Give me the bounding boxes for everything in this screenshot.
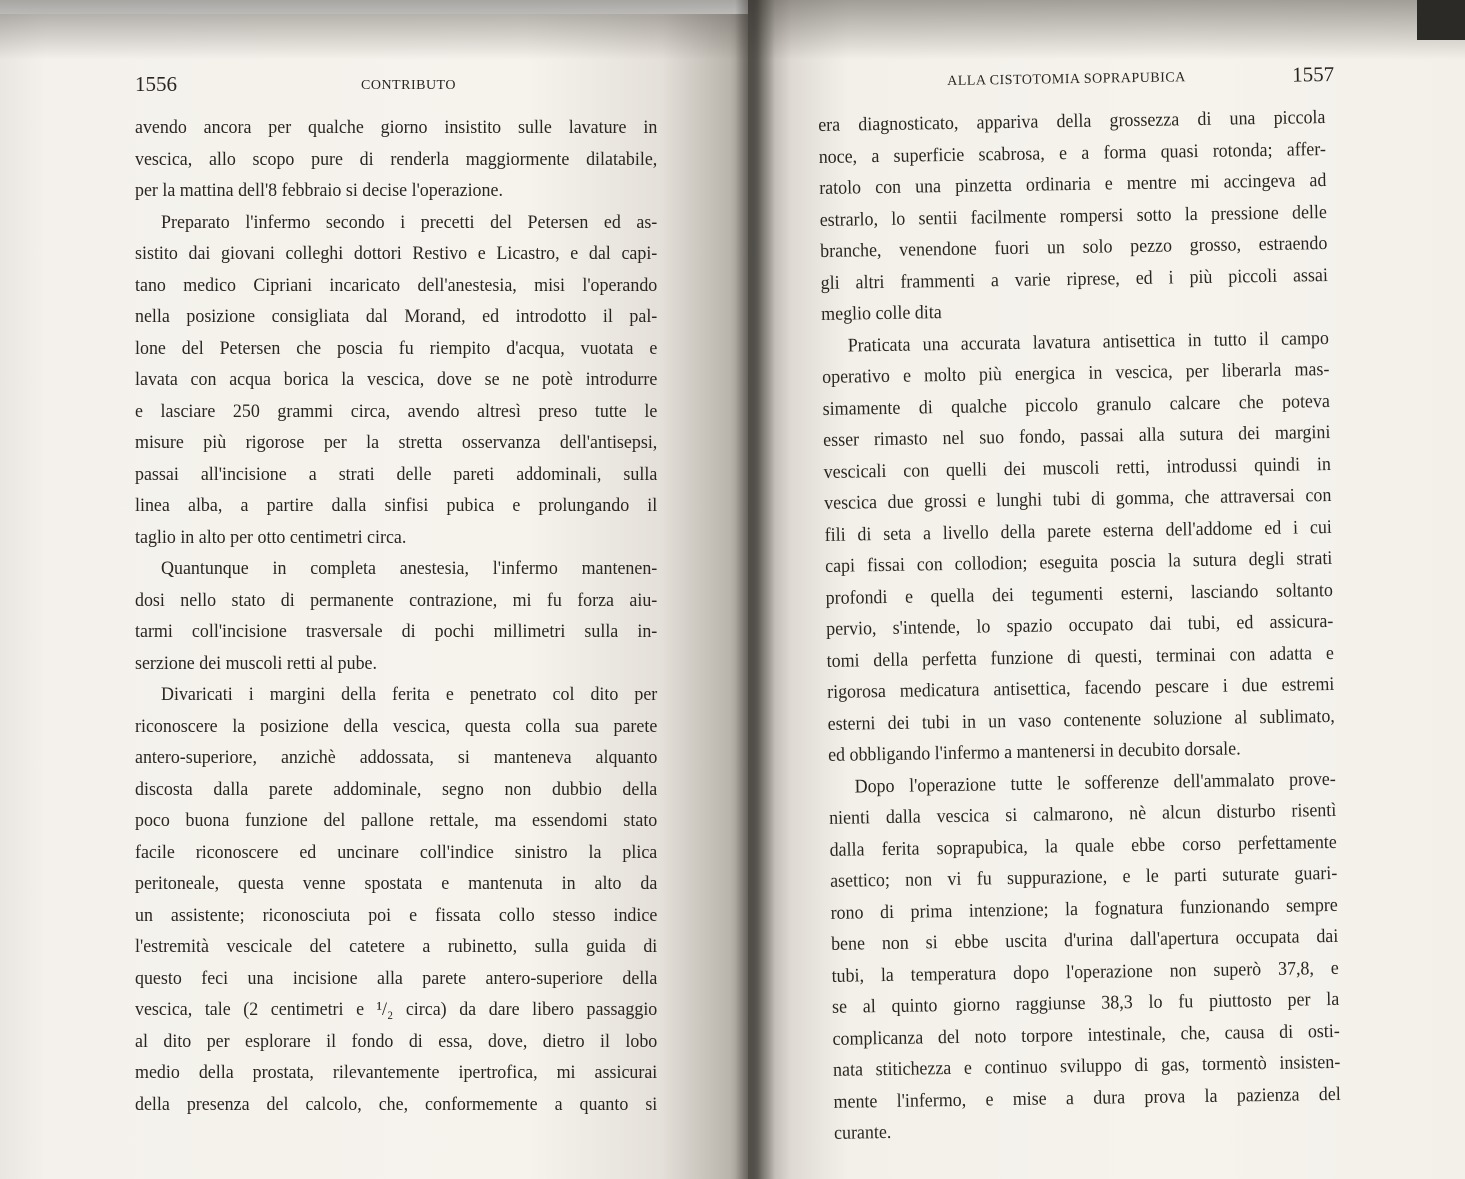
text-line: bene non si ebbe uscita d'urina dall'apertura occupata dai xyxy=(830,925,1339,955)
text-line: linea alba, a partire dalla sinfisi pubica e prolungando il xyxy=(135,495,658,516)
text-line: antero-superiore, anzichè addossata, si manteneva alquanto xyxy=(135,747,658,768)
right-page-text xyxy=(818,102,1339,1149)
text-line: nella posizione consigliata dal Morand, ed introdotto il pal- xyxy=(135,306,658,327)
text-line: vescica, allo scopo pure di renderla maggiormente dilatabile, xyxy=(135,148,658,170)
text-line: curante. xyxy=(833,1121,892,1144)
text-line: dosi nello stato di permanente contrazione, mi fu forza aiu- xyxy=(135,589,658,611)
text-line: capi fissai con collodion; eseguita poscia la sutura degli strati xyxy=(825,547,1333,577)
text-line: medio della prostata, rilevantemente ipertrofica, mi assicurai xyxy=(135,1062,658,1083)
text-line: se al quinto giorno raggiunse 38,3 lo fu piuttosto per la xyxy=(831,988,1340,1018)
text-line: al dito per esplorare il fondo di essa, dove, dietro il lobo xyxy=(135,1030,658,1052)
scan-corner-shadow xyxy=(1417,0,1465,40)
text-line: peritoneale, questa venne spostata e mantenuta in alto da xyxy=(135,873,658,894)
text-line: questo feci una incisione alla parete antero-superiore della xyxy=(135,967,658,989)
text-line: riconoscere la posizione della vescica, questa colla sua parete xyxy=(135,715,658,737)
text-line: rigorosa medicatura antisettica, facendo pescare i due estremi xyxy=(826,673,1335,703)
text-line: misure più rigorose per la stretta osservanza dell'antisepsi, xyxy=(135,432,658,453)
text-line: simamente di qualche piccolo granulo calcare che poteva xyxy=(822,390,1331,420)
text-line: tubi, la temperatura dopo l'operazione non superò 37,8, e xyxy=(831,957,1339,987)
text-line: complicanza del noto torpore intestinale, che, causa di osti- xyxy=(832,1020,1340,1050)
text-line: esser rimasto nel suo fondo, passai alla sutura dei margini xyxy=(823,421,1331,451)
text-line: un assistente; riconosciuta poi e fissata collo stesso indice xyxy=(135,904,658,926)
text-line: per la mattina dell'8 febbraio si decise l'operazione. xyxy=(135,180,503,201)
text-line: ed obbligando l'infermo a mantenersi in decubito dorsale. xyxy=(827,738,1241,766)
text-line: della presenza del calcolo, che, conformemente a quanto si xyxy=(135,1093,658,1115)
text-line: Praticata una accurata lavatura antisettica in tutto il campo xyxy=(847,327,1330,357)
text-line: mente l'infermo, e mise a dura prova la pazienza del xyxy=(833,1083,1341,1113)
left-page-number: 1556 xyxy=(135,72,177,96)
text-line: tomi della perfetta funzione di questi, terminai con adatta e xyxy=(826,642,1334,672)
text-line: tano medico Cipriani incaricato dell'anestesia, misi l'operando xyxy=(135,274,658,296)
text-line: serzione dei muscoli retti al pube. xyxy=(135,652,378,674)
text-line: esterni dei tubi in un vaso contenente soluzione al sublimato, xyxy=(827,705,1335,735)
text-line: pervio, s'intende, lo spazio occupato dai tubi, ed assicura- xyxy=(825,610,1334,640)
text-line: branche, venendone fuori un solo pezzo grosso, estraendo xyxy=(820,233,1328,262)
text-line: l'estremità vescicale del catetere a rubinetto, sulla guida di xyxy=(135,936,658,957)
text-line: asettico; non vi fu suppurazione, e le parti suturate guari- xyxy=(829,862,1338,892)
text-line: tarmi coll'incisione trasversale di pochi millimetri sulla in- xyxy=(135,621,658,642)
text-line: sistito dai giovani colleghi dottori Restivo e Licastro, e dal capi- xyxy=(135,243,658,264)
text-line: operativo e molto più energica in vescica, per liberarla mas- xyxy=(822,359,1330,388)
text-line: rono di prima intenzione; la fognatura funzionando sempre xyxy=(830,894,1338,924)
text-line: Dopo l'operazione tutte le sofferenze dell'ammalato prove- xyxy=(854,768,1336,798)
text-line: discosta dalla parete addominale, segno non dubbio della xyxy=(135,778,658,800)
text-line: Preparato l'infermo secondo i precetti del Petersen ed as- xyxy=(161,211,658,233)
text-line: passai all'incisione a strati delle pareti addominali, sulla xyxy=(135,463,658,485)
text-line: lavata con acqua borica la vescica, dove se ne potè introdurre xyxy=(135,369,658,390)
text-line: vescicali con quelli dei muscoli retti, introdussi quindi in xyxy=(823,453,1332,483)
right-page-number: 1557 xyxy=(1291,61,1335,87)
text-line: fili di seta a livello della parete esterna dell'addome ed i cui xyxy=(824,516,1332,546)
text-line: estrarlo, lo sentii facilmente rompersi sotto la pressione delle xyxy=(819,201,1328,231)
text-line: Divaricati i margini della ferita e penetrato col dito per xyxy=(161,684,658,705)
text-line: poco buona funzione del pallone rettale, ma essendomi stato xyxy=(135,810,658,831)
text-line: profondi e quella dei tegumenti esterni, lasciando soltanto xyxy=(825,579,1333,609)
text-line: nata stitichezza e continuo sviluppo di gas, tormentò insisten- xyxy=(832,1051,1341,1081)
text-line: vescica, tale (2 centimetri e ¹/₂ circa) da dare libero passaggio xyxy=(135,999,658,1020)
text-line: facile riconoscere ed uncinare coll'indice sinistro la plica xyxy=(135,841,658,863)
text-line: ratolo con una pinzetta ordinaria e mentre mi accingeva ad xyxy=(819,170,1327,199)
text-line: Quantunque in completa anestesia, l'infermo mantenen- xyxy=(161,558,658,579)
text-line: era diagnosticato, appariva della grossezza di una piccola xyxy=(818,107,1326,136)
text-line: avendo ancora per qualche giorno insistito sulle lavature in xyxy=(135,117,658,138)
text-line: e lasciare 250 grammi circa, avendo altresì preso tutte le xyxy=(135,400,658,422)
text-line: noce, a superficie scabrosa, e a forma quasi rotonda; affer- xyxy=(818,138,1327,168)
left-running-head: CONTRIBUTO xyxy=(361,78,456,93)
text-line: meglio colle dita xyxy=(821,302,942,325)
right-running-head: ALLA CISTOTOMIA SOPRAPUBICA xyxy=(947,70,1186,90)
left-page-text xyxy=(135,112,658,1120)
text-line: gli altri frammenti a varie riprese, ed i più piccoli assai xyxy=(820,264,1329,294)
text-line: lone del Petersen che poscia fu riempito d'acqua, vuotata e xyxy=(135,337,658,359)
text-line: nienti dalla vescica si calmarono, nè alcun disturbo risentì xyxy=(828,799,1337,829)
text-line: taglio in alto per otto centimetri circa. xyxy=(135,526,407,548)
text-line: vescica due grossi e lunghi tubi di gomma, che attraversai con xyxy=(824,484,1332,514)
text-line: dalla ferita soprapubica, la quale ebbe corso perfettamente xyxy=(829,831,1337,861)
